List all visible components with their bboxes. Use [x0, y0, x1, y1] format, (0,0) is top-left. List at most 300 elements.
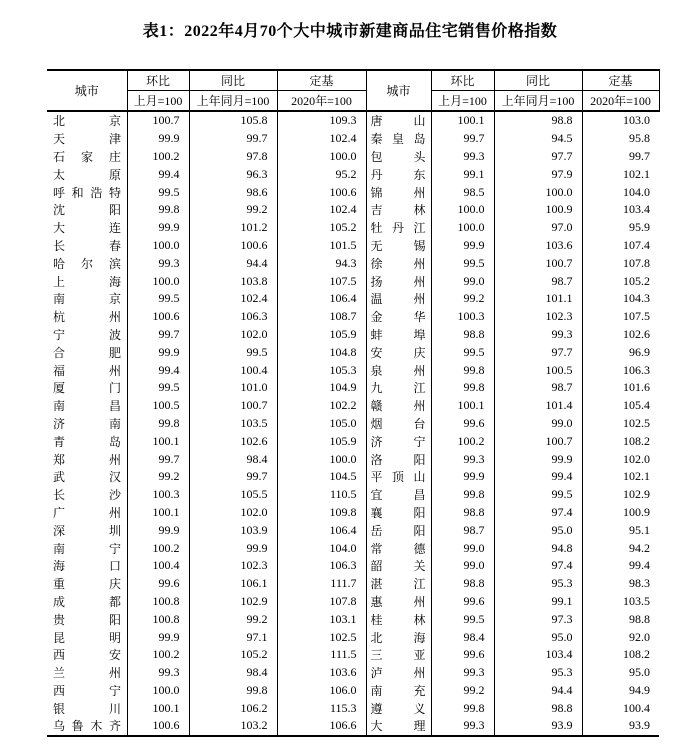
right-yoy-value-cell: 97.9 — [494, 165, 582, 183]
table-row — [47, 326, 659, 344]
table-row — [47, 237, 659, 255]
column-header-fixedbase-left: 定基 — [277, 70, 366, 91]
left-yoy-value-cell: 102.9 — [189, 593, 277, 611]
right-yoy-value-cell: 103.4 — [494, 646, 582, 664]
right-city-name: 遵义 — [370, 701, 426, 716]
left-fixedbase-value-cell: 103.6 — [277, 664, 366, 682]
right-yoy-value-cell: 98.8 — [494, 111, 582, 130]
left-fixedbase-value-cell: 115.3 — [277, 699, 366, 717]
table-row — [47, 646, 659, 664]
right-mom-value-cell: 99.0 — [431, 539, 494, 557]
right-mom-value-cell: 99.3 — [431, 717, 494, 736]
right-mom-value-cell: 99.0 — [431, 557, 494, 575]
right-city-cell — [366, 699, 431, 717]
left-mom-value-cell: 100.0 — [127, 272, 189, 290]
left-mom-value-cell: 100.2 — [127, 646, 189, 664]
right-city-cell — [366, 201, 431, 219]
table-row — [47, 575, 659, 593]
left-fixedbase-value-cell: 104.5 — [277, 468, 366, 486]
right-mom-value-cell: 100.1 — [431, 397, 494, 415]
left-city-name: 杭州 — [53, 310, 121, 325]
right-yoy-value-cell: 99.3 — [494, 326, 582, 344]
right-city-name: 吉林 — [370, 203, 426, 218]
right-fixedbase-value-cell: 102.1 — [582, 468, 659, 486]
left-city-cell — [47, 397, 127, 415]
column-header-mom-right: 环比 — [431, 70, 494, 91]
right-mom-value-cell: 98.8 — [431, 575, 494, 593]
left-yoy-value-cell: 105.2 — [189, 646, 277, 664]
left-yoy-value-cell: 94.4 — [189, 254, 277, 272]
left-city-name: 西安 — [53, 648, 121, 663]
left-city-name: 厦门 — [53, 381, 121, 396]
left-fixedbase-value-cell: 106.0 — [277, 682, 366, 700]
right-city-cell — [366, 432, 431, 450]
left-fixedbase-value-cell: 102.4 — [277, 130, 366, 148]
table-row — [47, 343, 659, 361]
left-mom-value-cell: 99.3 — [127, 664, 189, 682]
left-fixedbase-value-cell: 102.4 — [277, 201, 366, 219]
left-city-name: 大连 — [53, 221, 121, 236]
right-mom-value-cell: 100.0 — [431, 219, 494, 237]
right-yoy-value-cell: 97.3 — [494, 610, 582, 628]
left-mom-value-cell: 100.8 — [127, 593, 189, 611]
left-mom-value-cell: 99.5 — [127, 290, 189, 308]
subheader-mom-base-right: 上月=100 — [431, 91, 494, 112]
right-mom-value-cell: 99.8 — [431, 699, 494, 717]
left-city-name: 西宁 — [53, 683, 121, 698]
right-mom-value-cell: 99.3 — [431, 664, 494, 682]
left-yoy-value-cell: 99.2 — [189, 201, 277, 219]
left-city-name: 昆明 — [53, 630, 121, 645]
left-yoy-value-cell: 100.7 — [189, 397, 277, 415]
left-city-name: 贵阳 — [53, 612, 121, 627]
left-fixedbase-value-cell: 100.0 — [277, 148, 366, 166]
right-yoy-value-cell: 103.6 — [494, 237, 582, 255]
left-yoy-value-cell: 102.4 — [189, 290, 277, 308]
right-fixedbase-value-cell: 98.8 — [582, 610, 659, 628]
left-yoy-value-cell: 100.4 — [189, 361, 277, 379]
right-city-cell — [366, 379, 431, 397]
right-fixedbase-value-cell: 105.4 — [582, 397, 659, 415]
left-city-cell — [47, 432, 127, 450]
table-row — [47, 130, 659, 148]
left-mom-value-cell: 99.9 — [127, 219, 189, 237]
column-header-city-right: 城市 — [366, 70, 431, 111]
left-mom-value-cell: 99.2 — [127, 468, 189, 486]
right-city-name: 三亚 — [370, 648, 426, 663]
left-fixedbase-value-cell: 102.5 — [277, 628, 366, 646]
table-row — [47, 593, 659, 611]
right-city-cell — [366, 308, 431, 326]
right-fixedbase-value-cell: 102.0 — [582, 450, 659, 468]
left-yoy-value-cell: 99.7 — [189, 468, 277, 486]
right-yoy-value-cell: 100.5 — [494, 361, 582, 379]
left-fixedbase-value-cell: 104.8 — [277, 343, 366, 361]
left-yoy-value-cell: 102.0 — [189, 504, 277, 522]
left-fixedbase-value-cell: 110.5 — [277, 486, 366, 504]
left-city-name: 沈阳 — [53, 203, 121, 218]
table-header — [47, 70, 659, 111]
right-city-name: 泸州 — [370, 666, 426, 681]
right-mom-value-cell: 99.6 — [431, 646, 494, 664]
right-yoy-value-cell: 100.0 — [494, 183, 582, 201]
right-yoy-value-cell: 99.1 — [494, 593, 582, 611]
right-yoy-value-cell: 95.3 — [494, 664, 582, 682]
left-mom-value-cell: 100.8 — [127, 610, 189, 628]
left-yoy-value-cell: 103.9 — [189, 521, 277, 539]
right-city-cell — [366, 290, 431, 308]
left-city-name: 成都 — [53, 594, 121, 609]
right-mom-value-cell: 99.8 — [431, 486, 494, 504]
right-mom-value-cell: 99.5 — [431, 254, 494, 272]
right-mom-value-cell: 99.0 — [431, 272, 494, 290]
left-city-cell — [47, 682, 127, 700]
right-city-name: 唐山 — [370, 114, 426, 129]
right-fixedbase-value-cell: 95.0 — [582, 664, 659, 682]
right-yoy-value-cell: 99.5 — [494, 486, 582, 504]
left-yoy-value-cell: 96.3 — [189, 165, 277, 183]
left-fixedbase-value-cell: 104.9 — [277, 379, 366, 397]
table-row — [47, 557, 659, 575]
left-city-name: 上海 — [53, 274, 121, 289]
header-row-sub — [47, 91, 659, 112]
left-city-cell — [47, 290, 127, 308]
right-mom-value-cell: 99.8 — [431, 379, 494, 397]
right-city-name: 惠州 — [370, 594, 426, 609]
left-city-cell — [47, 308, 127, 326]
left-fixedbase-value-cell: 111.5 — [277, 646, 366, 664]
left-city-name: 济南 — [53, 416, 121, 431]
right-city-cell — [366, 539, 431, 557]
left-fixedbase-value-cell: 106.4 — [277, 521, 366, 539]
left-city-name: 深圳 — [53, 523, 121, 538]
right-city-cell — [366, 397, 431, 415]
right-mom-value-cell: 99.1 — [431, 165, 494, 183]
right-city-cell — [366, 361, 431, 379]
right-city-name: 烟台 — [370, 416, 426, 431]
right-fixedbase-value-cell: 103.5 — [582, 593, 659, 611]
left-yoy-value-cell: 99.2 — [189, 610, 277, 628]
table-row — [47, 610, 659, 628]
left-yoy-value-cell: 105.5 — [189, 486, 277, 504]
right-fixedbase-value-cell: 103.0 — [582, 111, 659, 130]
right-city-cell — [366, 219, 431, 237]
left-fixedbase-value-cell: 105.0 — [277, 415, 366, 433]
right-city-cell — [366, 486, 431, 504]
column-header-city-left: 城市 — [47, 70, 127, 111]
right-city-cell — [366, 646, 431, 664]
left-yoy-value-cell: 102.6 — [189, 432, 277, 450]
right-fixedbase-value-cell: 108.2 — [582, 432, 659, 450]
left-city-name: 北京 — [53, 114, 121, 129]
right-yoy-value-cell: 98.7 — [494, 272, 582, 290]
left-city-name: 南宁 — [53, 541, 121, 556]
left-city-cell — [47, 717, 127, 736]
column-header-fixedbase-right: 定基 — [582, 70, 659, 91]
right-city-cell — [366, 183, 431, 201]
table-row — [47, 664, 659, 682]
right-city-cell — [366, 557, 431, 575]
left-yoy-value-cell: 105.8 — [189, 111, 277, 130]
left-city-name: 长沙 — [53, 488, 121, 503]
right-city-name: 洛阳 — [370, 452, 426, 467]
right-city-name: 扬州 — [370, 274, 426, 289]
left-city-cell — [47, 557, 127, 575]
left-fixedbase-value-cell: 107.5 — [277, 272, 366, 290]
left-city-name: 太原 — [53, 167, 121, 182]
right-yoy-value-cell: 94.8 — [494, 539, 582, 557]
right-fixedbase-value-cell: 95.8 — [582, 130, 659, 148]
left-city-name: 兰州 — [53, 666, 121, 681]
left-mom-value-cell: 99.6 — [127, 575, 189, 593]
left-city-cell — [47, 521, 127, 539]
left-city-name: 海口 — [53, 559, 121, 574]
right-city-cell — [366, 468, 431, 486]
left-city-cell — [47, 111, 127, 130]
right-city-name: 无锡 — [370, 238, 426, 253]
right-city-name: 蚌埠 — [370, 327, 426, 342]
right-city-cell — [366, 717, 431, 736]
left-city-name: 天津 — [53, 132, 121, 147]
table-row — [47, 450, 659, 468]
left-fixedbase-value-cell: 106.6 — [277, 717, 366, 736]
table-row — [47, 111, 659, 130]
left-yoy-value-cell: 97.1 — [189, 628, 277, 646]
left-fixedbase-value-cell: 106.4 — [277, 290, 366, 308]
left-mom-value-cell: 100.1 — [127, 432, 189, 450]
right-yoy-value-cell: 97.7 — [494, 148, 582, 166]
right-yoy-value-cell: 93.9 — [494, 717, 582, 736]
right-mom-value-cell: 98.7 — [431, 521, 494, 539]
left-yoy-value-cell: 106.1 — [189, 575, 277, 593]
left-city-cell — [47, 415, 127, 433]
column-header-yoy-left: 同比 — [189, 70, 277, 91]
right-fixedbase-value-cell: 102.6 — [582, 326, 659, 344]
right-city-name: 大理 — [370, 719, 426, 734]
right-fixedbase-value-cell: 107.5 — [582, 308, 659, 326]
table-row — [47, 682, 659, 700]
right-city-name: 南充 — [370, 683, 426, 698]
left-yoy-value-cell: 99.8 — [189, 682, 277, 700]
right-fixedbase-value-cell: 95.1 — [582, 521, 659, 539]
right-yoy-value-cell: 100.7 — [494, 432, 582, 450]
table-row — [47, 201, 659, 219]
right-city-cell — [366, 682, 431, 700]
right-city-name: 泉州 — [370, 363, 426, 378]
right-city-name: 丹东 — [370, 167, 426, 182]
left-fixedbase-value-cell: 105.2 — [277, 219, 366, 237]
table-row — [47, 254, 659, 272]
right-fixedbase-value-cell: 93.9 — [582, 717, 659, 736]
left-mom-value-cell: 99.5 — [127, 183, 189, 201]
table-row — [47, 504, 659, 522]
column-header-yoy-right: 同比 — [494, 70, 582, 91]
right-mom-value-cell: 99.6 — [431, 415, 494, 433]
right-mom-value-cell: 98.8 — [431, 504, 494, 522]
table-row — [47, 165, 659, 183]
subheader-yoy-base-left: 上年同月=100 — [189, 91, 277, 112]
left-mom-value-cell: 100.6 — [127, 308, 189, 326]
table-row — [47, 290, 659, 308]
left-yoy-value-cell: 103.5 — [189, 415, 277, 433]
left-fixedbase-value-cell: 104.0 — [277, 539, 366, 557]
left-fixedbase-value-cell: 100.0 — [277, 450, 366, 468]
right-yoy-value-cell: 101.1 — [494, 290, 582, 308]
left-city-cell — [47, 450, 127, 468]
right-city-name: 牡丹江 — [370, 221, 426, 236]
left-city-cell — [47, 272, 127, 290]
left-mom-value-cell: 100.5 — [127, 397, 189, 415]
left-city-cell — [47, 254, 127, 272]
right-city-name: 徐州 — [370, 256, 426, 271]
left-city-cell — [47, 699, 127, 717]
left-yoy-value-cell: 99.7 — [189, 130, 277, 148]
left-city-name: 郑州 — [53, 452, 121, 467]
right-city-name: 襄阳 — [370, 505, 426, 520]
right-mom-value-cell: 99.9 — [431, 237, 494, 255]
right-mom-value-cell: 98.4 — [431, 628, 494, 646]
right-city-name: 北海 — [370, 630, 426, 645]
table-row — [47, 148, 659, 166]
right-fixedbase-value-cell: 100.9 — [582, 504, 659, 522]
right-yoy-value-cell: 100.9 — [494, 201, 582, 219]
right-yoy-value-cell: 102.3 — [494, 308, 582, 326]
right-city-name: 锦州 — [370, 185, 426, 200]
right-city-name: 韶关 — [370, 559, 426, 574]
left-city-cell — [47, 468, 127, 486]
table-row — [47, 521, 659, 539]
right-yoy-value-cell: 94.4 — [494, 682, 582, 700]
left-fixedbase-value-cell: 100.6 — [277, 183, 366, 201]
right-city-name: 金华 — [370, 310, 426, 325]
right-fixedbase-value-cell: 103.4 — [582, 201, 659, 219]
right-yoy-value-cell: 98.7 — [494, 379, 582, 397]
right-yoy-value-cell: 94.5 — [494, 130, 582, 148]
left-city-name: 呼和浩特 — [53, 185, 121, 200]
right-yoy-value-cell: 98.8 — [494, 699, 582, 717]
table-row — [47, 183, 659, 201]
right-mom-value-cell: 99.7 — [431, 130, 494, 148]
left-fixedbase-value-cell: 107.8 — [277, 593, 366, 611]
left-mom-value-cell: 99.8 — [127, 201, 189, 219]
left-city-name: 广州 — [53, 505, 121, 520]
right-city-cell — [366, 415, 431, 433]
left-mom-value-cell: 100.1 — [127, 504, 189, 522]
right-fixedbase-value-cell: 104.3 — [582, 290, 659, 308]
left-yoy-value-cell: 102.0 — [189, 326, 277, 344]
left-city-cell — [47, 343, 127, 361]
table-row — [47, 308, 659, 326]
header-row-main — [47, 70, 659, 91]
left-city-cell — [47, 183, 127, 201]
column-header-mom-left: 环比 — [127, 70, 189, 91]
page-title: 表1：2022年4月70个大中城市新建商品住宅销售价格指数 — [142, 23, 558, 40]
right-yoy-value-cell: 99.9 — [494, 450, 582, 468]
left-city-cell — [47, 628, 127, 646]
right-city-name: 包头 — [370, 149, 426, 164]
left-city-cell — [47, 130, 127, 148]
left-yoy-value-cell: 106.3 — [189, 308, 277, 326]
right-city-name: 宜昌 — [370, 488, 426, 503]
left-city-name: 重庆 — [53, 577, 121, 592]
left-yoy-value-cell: 99.9 — [189, 539, 277, 557]
right-fixedbase-value-cell: 98.3 — [582, 575, 659, 593]
right-mom-value-cell: 98.8 — [431, 326, 494, 344]
left-city-name: 青岛 — [53, 434, 121, 449]
left-mom-value-cell: 100.3 — [127, 486, 189, 504]
right-yoy-value-cell: 97.0 — [494, 219, 582, 237]
left-city-name: 宁波 — [53, 327, 121, 342]
left-city-cell — [47, 326, 127, 344]
table-row — [47, 717, 659, 736]
subheader-mom-base-left: 上月=100 — [127, 91, 189, 112]
left-city-cell — [47, 610, 127, 628]
left-city-cell — [47, 379, 127, 397]
left-city-name: 哈尔滨 — [53, 256, 121, 271]
right-yoy-value-cell: 97.7 — [494, 343, 582, 361]
right-city-cell — [366, 610, 431, 628]
right-city-cell — [366, 593, 431, 611]
left-yoy-value-cell: 98.4 — [189, 664, 277, 682]
right-city-cell — [366, 521, 431, 539]
left-mom-value-cell: 99.9 — [127, 343, 189, 361]
table-row — [47, 628, 659, 646]
left-mom-value-cell: 99.9 — [127, 130, 189, 148]
left-city-cell — [47, 504, 127, 522]
right-city-name: 温州 — [370, 292, 426, 307]
left-yoy-value-cell: 103.8 — [189, 272, 277, 290]
table-row — [47, 397, 659, 415]
right-fixedbase-value-cell: 105.2 — [582, 272, 659, 290]
left-yoy-value-cell: 100.6 — [189, 237, 277, 255]
left-city-cell — [47, 201, 127, 219]
table-row — [47, 699, 659, 717]
subheader-fixed-base-right: 2020年=100 — [582, 91, 659, 112]
left-mom-value-cell: 99.9 — [127, 521, 189, 539]
left-mom-value-cell: 100.0 — [127, 682, 189, 700]
right-yoy-value-cell: 101.4 — [494, 397, 582, 415]
right-mom-value-cell: 98.5 — [431, 183, 494, 201]
right-yoy-value-cell: 99.0 — [494, 415, 582, 433]
left-city-cell — [47, 575, 127, 593]
right-city-cell — [366, 254, 431, 272]
right-fixedbase-value-cell: 101.6 — [582, 379, 659, 397]
left-city-cell — [47, 646, 127, 664]
left-city-name: 福州 — [53, 363, 121, 378]
right-fixedbase-value-cell: 102.9 — [582, 486, 659, 504]
right-city-name: 常德 — [370, 541, 426, 556]
left-mom-value-cell: 99.5 — [127, 379, 189, 397]
right-city-cell — [366, 111, 431, 130]
left-city-cell — [47, 664, 127, 682]
right-city-name: 桂林 — [370, 612, 426, 627]
right-mom-value-cell: 99.5 — [431, 610, 494, 628]
right-mom-value-cell: 99.5 — [431, 343, 494, 361]
left-fixedbase-value-cell: 109.3 — [277, 111, 366, 130]
right-city-cell — [366, 504, 431, 522]
right-fixedbase-value-cell: 92.0 — [582, 628, 659, 646]
left-city-cell — [47, 219, 127, 237]
right-mom-value-cell: 99.9 — [431, 468, 494, 486]
right-fixedbase-value-cell: 95.9 — [582, 219, 659, 237]
left-yoy-value-cell: 101.2 — [189, 219, 277, 237]
left-mom-value-cell: 100.7 — [127, 111, 189, 130]
table-body — [47, 111, 659, 736]
right-fixedbase-value-cell: 96.9 — [582, 343, 659, 361]
table-row — [47, 539, 659, 557]
right-fixedbase-value-cell: 102.5 — [582, 415, 659, 433]
left-fixedbase-value-cell: 108.7 — [277, 308, 366, 326]
